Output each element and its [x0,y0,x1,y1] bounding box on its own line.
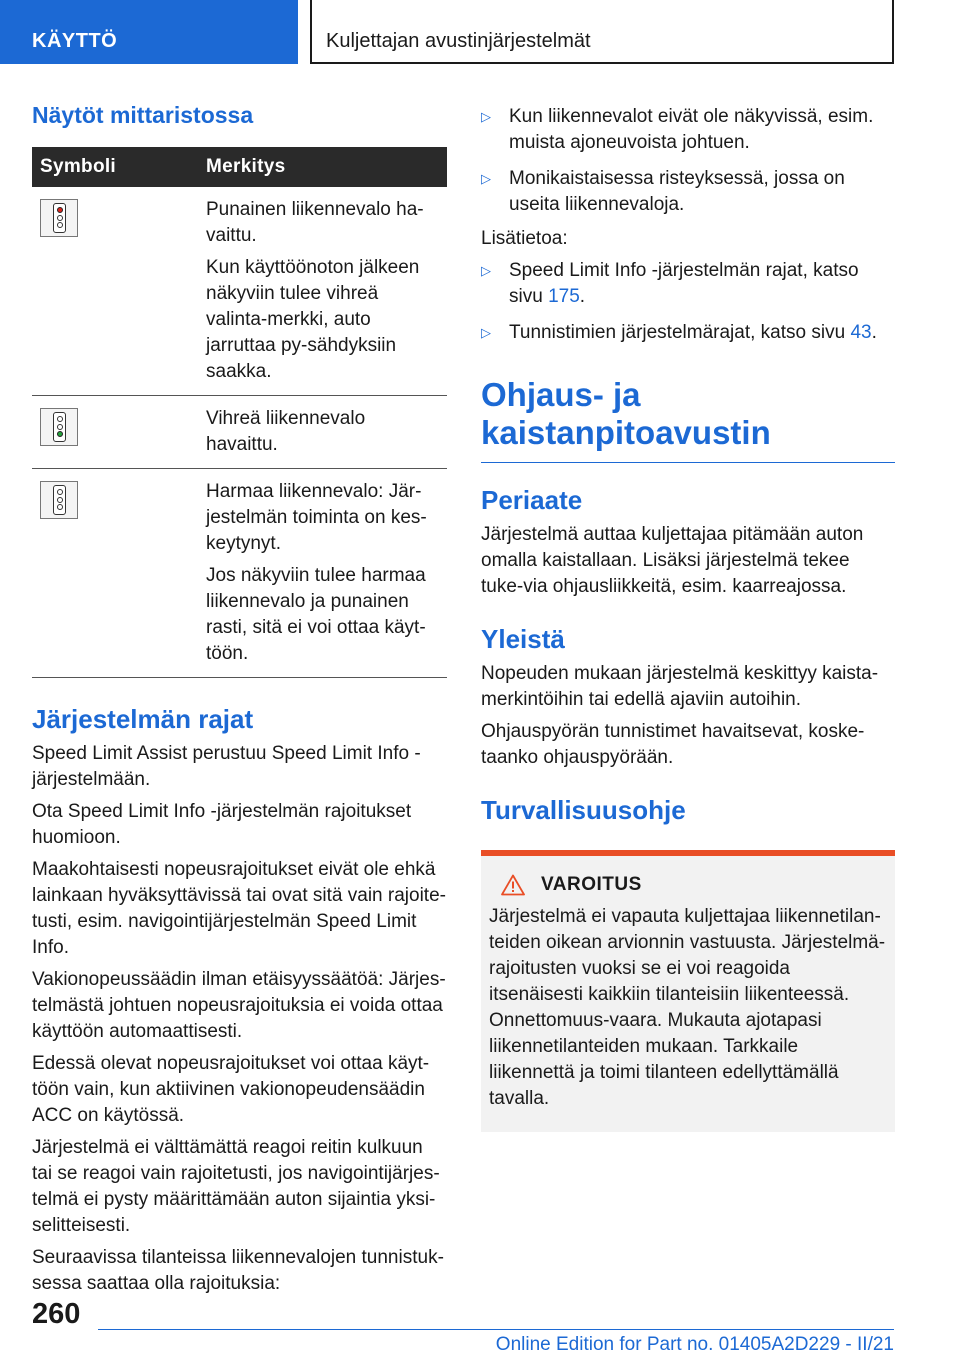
list-item: ▷ Kun liikennevalot eivät ole näkyvissä, esim. muista ajoneuvoista johtuen. [481,106,874,153]
limits-heading: Järjestelmän rajat [32,704,254,734]
table-cell-text: Jos näkyviin tulee harmaa liikennevalo ja punainen rasti, sitä ei voi ottaa käyt-töön. [206,565,426,664]
bullet-triangle-icon: ▷ [481,263,491,278]
bullet-triangle-icon: ▷ [481,109,491,124]
paragraph: Ota Speed Limit Info -järjestelmän rajoitukset huomioon. [32,801,412,848]
paragraph: Vakionopeussäädin ilman etäisyyssäätöä: Järjes-telmästä johtuen nopeusrajoituksia ei voida ottaa käyttöön automaattisesti. [32,969,446,1042]
left-column [32,96,447,1297]
limitations-list [481,104,895,218]
table-cell-text: Harmaa liikennevalo: Jär-jestelmän toiminta on kes-keytynyt. [206,481,427,554]
paragraph: Speed Limit Assist perustuu Speed Limit Info -järjestelmään. [32,743,421,790]
page-header [0,0,960,64]
chapter-title-header: Kuljettajan avustinjärjestelmät [310,0,894,64]
gray-traffic-light-icon [40,481,78,519]
warning-text: Järjestelmä ei vapauta kuljettajaa liikennetilan-teiden oikean arvionnin vastuusta. Järjestelmä-rajoitusten vuoksi se ei voi reagoida itsenäisesti kaikkiin tilanteisiin liikenteessä. Onnettomuus-vaara. Mukauta ajotapasi liikennetilanteiden mukaan. Tarkkaile liikennettä ja toimi tilanteen edellyttämällä tavalla. [489,906,886,1109]
page-number: 260 [32,1298,81,1330]
page-link[interactable]: 175 [548,286,580,307]
safety-heading: Turvallisuusohje [481,795,686,825]
paragraph: Järjestelmä auttaa kuljettajaa pitämään auton omalla kaistallaan. Lisäksi järjestelmä tekee tuke-via ohjausliikkeitä, esim. kaarreajossa. [481,524,864,597]
table-row [32,187,447,396]
heading-rule [481,462,895,463]
table-row [32,469,447,678]
bullet-triangle-icon: ▷ [481,325,491,340]
paragraph: Ohjauspyörän tunnistimet havaitsevat, koske-taanko ohjauspyörään. [481,721,865,768]
paragraph: Järjestelmä ei välttämättä reagoi reitin kulkuun tai se reagoi vain rajoitetusti, jos navigointijärjes-telmä ei pysty määrittämään auton sijaintia yksi-selitteisesti. [32,1137,440,1236]
principle-heading: Periaate [481,485,583,515]
column-header-symbol: Symboli [32,147,198,187]
right-column [481,96,895,1132]
list-item: ▷ Tunnistimien järjestelmärajat, katso sivu 43. [481,320,895,346]
warning-box [481,850,895,1132]
footer-edition: Online Edition for Part no. 01405A2D229 - II/21 [495,1334,894,1355]
column-header-meaning: Merkitys [198,147,447,187]
list-item: ▷ Speed Limit Info -järjestelmän rajat, katso sivu 175. [481,260,859,307]
green-traffic-light-icon [40,408,78,446]
table-cell-text: Vihreä liikennevalo havaittu. [206,408,366,455]
paragraph: Maakohtaisesti nopeusrajoitukset eivät ole ehkä lainkaan hyväksyttävissä tai ovat sitä vain rajoite-tusti, esim. navigointijärjestelmän Speed Limit Info. [32,859,446,958]
warning-triangle-icon [501,874,525,896]
paragraph: Nopeuden mukaan järjestelmä keskittyy kaista-merkintöihin tai edellä ajaviin autoihin. [481,663,879,710]
page-link[interactable]: 43 [850,322,872,343]
paragraph: Edessä olevat nopeusrajoitukset voi ottaa käyt-töön vain, kun aktiivinen vakionopeudensäädin ACC on käytössä. [32,1053,430,1126]
table-cell-text: Kun käyttöönoton jälkeen näkyviin tulee vihreä valinta-merkki, auto jarruttaa py-sähdyksiin saakka. [206,257,420,382]
warning-label: VAROITUS [541,874,642,895]
symbol-table [32,147,447,678]
displays-heading: Näytöt mittaristossa [32,102,254,128]
table-cell-text: Punainen liikennevalo ha-vaittu. [206,199,424,246]
chapter-heading: Ohjaus- ja kaistanpitoavustin [481,376,771,451]
section-tab: KÄYTTÖ [0,0,298,64]
more-info-list [481,258,895,346]
bullet-triangle-icon: ▷ [481,171,491,186]
table-row [32,396,447,469]
list-item: ▷ Monikaistaisessa risteyksessä, jossa on useita liikennevaloja. [481,168,845,215]
red-traffic-light-icon [40,199,78,237]
paragraph: Seuraavissa tilanteissa liikennevalojen tunnistuk-sessa saattaa olla rajoituksia: [32,1247,444,1294]
more-info-label: Lisätietoa: [481,228,568,249]
general-heading: Yleistä [481,624,565,654]
